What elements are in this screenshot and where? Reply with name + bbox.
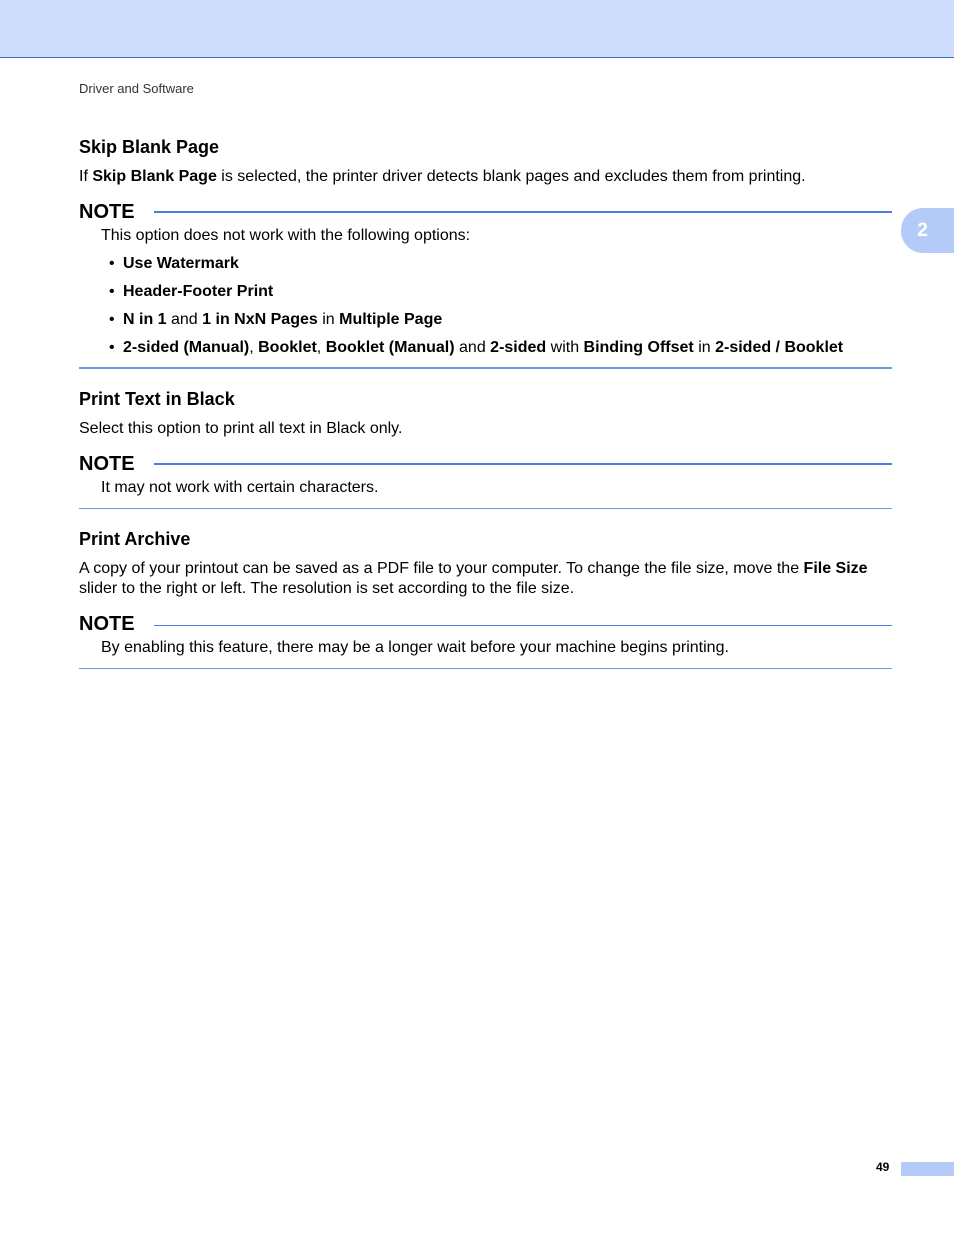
- note-rule: [154, 463, 892, 465]
- list-item: • Header-Footer Print: [109, 283, 274, 300]
- note-rule: [154, 211, 892, 213]
- section-heading-skip-blank-page: Skip Blank Page: [79, 137, 220, 157]
- section-body-skip-blank-page: If Skip Blank Page is selected, the printer driver detects blank pages and excludes them from printing.: [79, 168, 806, 185]
- note-label: NOTE: [79, 613, 135, 635]
- list-item: • Use Watermark: [109, 255, 239, 272]
- list-item: • 2-sided (Manual), Booklet, Booklet (Manual) and 2-sided with Binding Offset in 2-sided / Booklet: [109, 339, 844, 356]
- note-end-rule: [79, 668, 892, 669]
- section-body-print-text-in-black: Select this option to print all text in Black only.: [79, 420, 403, 437]
- section-body-print-archive: A copy of your printout can be saved as a PDF file to your computer. To change the file size, move the File Size slider to the right or left. The resolution is set according to the file size.: [79, 560, 868, 597]
- page-number-bar: [901, 1162, 954, 1176]
- note-rule: [154, 625, 892, 626]
- note-end-rule: [79, 367, 892, 369]
- note-label: NOTE: [79, 453, 135, 475]
- list-item: • N in 1 and 1 in NxN Pages in Multiple Page: [109, 311, 443, 328]
- note-end-rule: [79, 508, 892, 509]
- note-text: It may not work with certain characters.: [101, 479, 379, 496]
- note-text: By enabling this feature, there may be a longer wait before your machine begins printing.: [101, 639, 729, 656]
- page-number: 49: [876, 1160, 890, 1174]
- section-heading-print-text-in-black: Print Text in Black: [79, 389, 235, 409]
- note-label: NOTE: [79, 201, 135, 223]
- note-text: This option does not work with the following options:: [101, 227, 471, 244]
- chapter-tab: 2: [901, 208, 954, 253]
- header-band: [0, 0, 954, 58]
- section-heading-print-archive: Print Archive: [79, 529, 191, 549]
- running-title: Driver and Software: [79, 81, 194, 96]
